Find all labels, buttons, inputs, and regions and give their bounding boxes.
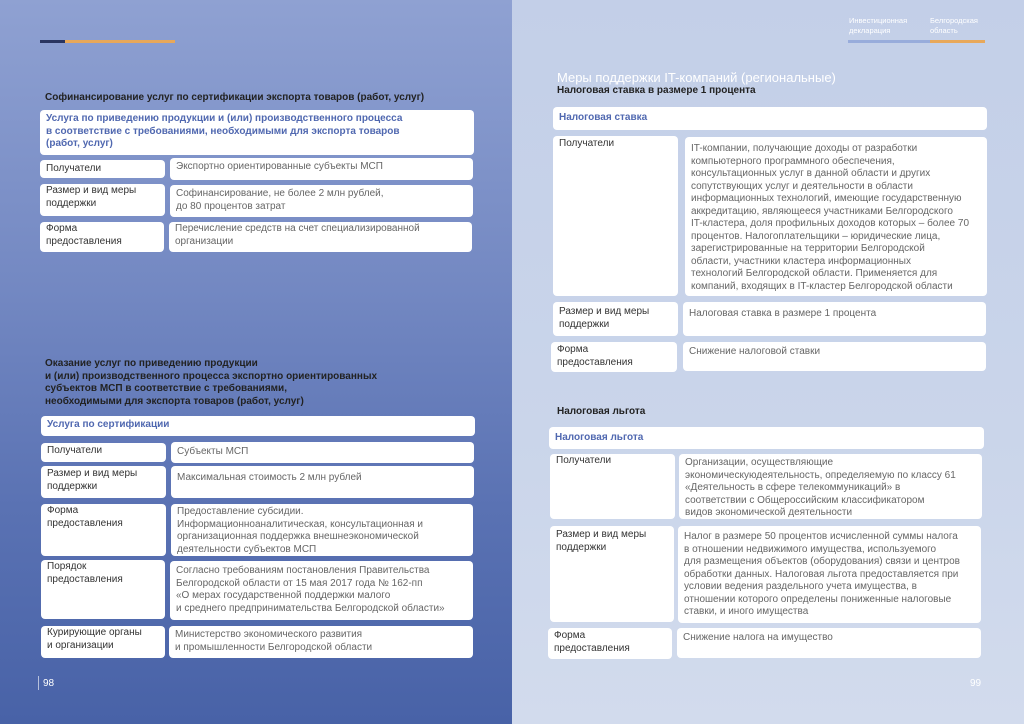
decor-line-blue	[848, 40, 930, 43]
service-title: Налоговая льгота	[549, 427, 984, 449]
row-label: Форма предоставления	[40, 222, 164, 252]
row-value: Министерство экономического развития и промышленности Белгородской области	[169, 626, 473, 658]
row-label: Размер и вид меры поддержки	[41, 466, 166, 498]
right-page	[512, 0, 1024, 724]
row-value: Максимальная стоимость 2 млн рублей	[171, 466, 474, 498]
row-value: Экспортно ориентированные субъекты МСП	[170, 158, 473, 180]
row-label: Размер и вид меры поддержки	[553, 302, 678, 336]
row-label: Получатели	[553, 136, 678, 296]
service-title: Налоговая ставка	[553, 107, 987, 130]
page-title: Меры поддержки IT-компаний (региональные)	[557, 70, 836, 85]
row-value: Снижение налоговой ставки	[683, 342, 986, 371]
page-number: 99	[970, 678, 982, 689]
row-value: Софинансирование, не более 2 млн рублей, до 80 процентов затрат	[170, 185, 473, 217]
page-number-divider	[38, 676, 39, 690]
row-value: Предоставление субсидии. Информационноаналитическая, консультационная и организационная поддержка внешнеэкономической деятельности субъектов МСП	[171, 504, 473, 556]
row-label: Получатели	[550, 454, 675, 519]
row-value: Согласно требованиям постановления Правительства Белгородской области от 15 мая 2017 года № 162-пп «О мерах государственной поддержки малого и среднего предпринимательства Белгородской области»	[170, 561, 473, 620]
row-label: Размер и вид меры поддержки	[40, 184, 165, 216]
row-label: Форма предоставления	[551, 342, 677, 372]
row-value: Налоговая ставка в размере 1 процента	[683, 302, 986, 336]
header-tag: Инвестиционная декларация	[849, 16, 908, 35]
service-title: Услуга по приведению продукции и (или) производственного процесса в соответствие с требованиями, необходимыми для экспорта товаров (работ, услуг)	[40, 110, 474, 155]
row-label: Порядок предоставления	[41, 560, 165, 619]
row-value: Субъекты МСП	[171, 442, 474, 463]
row-value: Налог в размере 50 процентов исчисленной суммы налога в отношении недвижимого имущества, используемого для размещения объектов (оборудования) связи и центров обработки данных. Налоговая льгота предоставляется при условии ведения раздельного учета имущества, в отношении которого определены пониженные налоговые ставки, и иного имущества	[678, 526, 981, 623]
row-label: Размер и вид меры поддержки	[550, 526, 674, 622]
page-number: 98	[43, 678, 55, 689]
section-heading: Налоговая льгота	[557, 406, 646, 417]
row-label: Форма предоставления	[41, 504, 166, 556]
row-label: Форма предоставления	[548, 628, 672, 659]
decor-line-orange	[65, 40, 175, 43]
header-tag: Белгородская область	[930, 16, 978, 35]
row-value: Организации, осуществляющие экономическуюдеятельность, определяемую по классу 61 «Деятельность в сфере телекоммуникаций» в соответствии с Общероссийским классификатором видов экономической деятельности	[679, 454, 982, 519]
section-heading: Софинансирование услуг по сертификации экспорта товаров (работ, услуг)	[45, 92, 425, 103]
row-value: Перечисление средств на счет специализированной организации	[169, 222, 472, 252]
row-value: IT-компании, получающие доходы от разработки компьютерного программного обеспечения, консультационных услуг в данной области и других сопутствующих услуг и деятельности в области информационных технологий, имеющие государственную аккредитацию, являющееся участниками Белгородского IT-кластера, доля профильных доходов которых – более 70 процентов. Налогоплательщики – юридические лица, зарегистрированные на территории Белгородской области, участники кластера информационных технологий Белгородской области. Применяется для компаний, входящих в IT-кластер Белгородской области	[685, 137, 987, 296]
row-label: Получатели	[40, 160, 165, 178]
section-heading: Налоговая ставка в размере 1 процента	[557, 85, 756, 96]
row-label: Получатели	[41, 443, 166, 462]
service-title: Услуга по сертификации	[41, 416, 475, 436]
decor-line-orange	[930, 40, 985, 43]
row-label: Курирующие органы и организации	[41, 626, 165, 658]
row-value: Снижение налога на имущество	[677, 628, 981, 658]
section-heading: Оказание услуг по приведению продукции и (или) производственного процесса экспортно ориентированных субъектов МСП в соответствие с требованиями, необходимыми для экспорта товаров (работ, услуг)	[45, 358, 378, 407]
decor-line-dark	[40, 40, 65, 43]
